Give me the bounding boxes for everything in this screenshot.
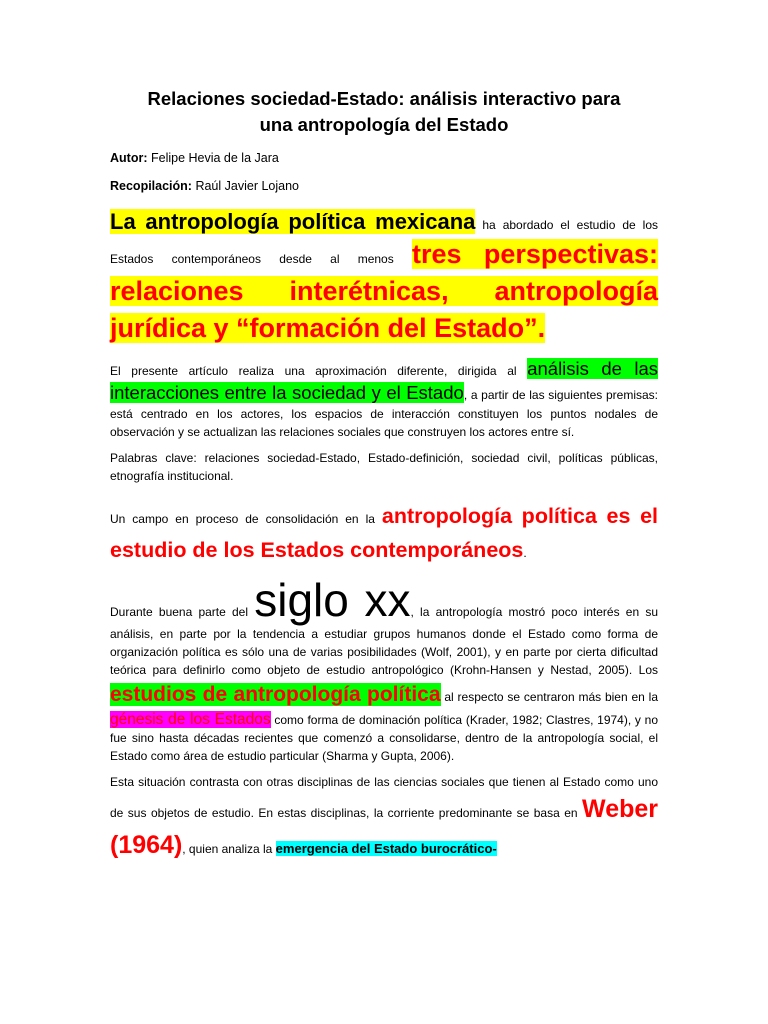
title-line-2: una antropología del Estado [259, 114, 509, 135]
paragraph-siglo-text-4: como forma de dominación política (Krader, 1982; Clastres, 1974), y no fue sino hasta décadas recientes que comenzó a consolidarse, dentro de la antropología social, el Estado como área de estudio particular (Sharma y Gupta, 2006). [110, 713, 658, 763]
paragraph-siglo-text-2: , la antropología mostró poco interés en su análisis, en parte por la tendencia a estudiar grupos humanos donde el Estado como forma de organización política es sólo una de varias posibilidades (Wolf, 2001), y en parte por cierta dificultad teórica para definirlo como objeto de estudio antropológico (Krohn-Hansen y Nestad, 2005). Los [110, 605, 659, 677]
emphasis-estados-contemporaneos: antropología política es el estudio de los Estados contemporáneos [110, 504, 658, 562]
paragraph-campo [110, 499, 658, 567]
emphasis-weber: Weber (1964) [110, 795, 658, 859]
paragraph-campo-text-1: Un campo en proceso de consolidación en la [110, 512, 382, 526]
emphasis-siglo-xx: siglo xx [254, 574, 411, 626]
author-line [110, 150, 658, 166]
compiler-line [110, 178, 658, 194]
paragraph-siglo [110, 575, 658, 765]
paragraph-abstract-text-1: El presente artículo realiza una aproximación diferente, dirigida al [110, 364, 528, 378]
paragraph-campo-text-2: . [523, 546, 527, 560]
highlight-antropologia-mexicana: La antropología política mexicana [110, 209, 476, 234]
author-value: Felipe Hevia de la Jara [150, 151, 279, 165]
compiler-value: Raúl Javier Lojano [195, 179, 299, 193]
paragraph-abstract [110, 357, 658, 441]
paragraph-weber-text-2: , quien analiza la [182, 842, 276, 856]
paragraph-intro-text: ha abordado el estudio de los Estados contemporáneos desde al menos [110, 218, 658, 266]
highlight-analisis-interacciones: análisis de las interacciones entre la sociedad y el Estado [110, 358, 658, 403]
paragraph-siglo-text-3: al respecto se centraron más bien en la [440, 690, 659, 704]
paragraph-weber [110, 773, 658, 863]
highlight-tres-perspectivas: tres perspectivas: relaciones interétnicas, antropología jurídica y “formación del Estado”. [110, 239, 658, 343]
highlight-emergencia-estado: emergencia del Estado burocrático- [275, 841, 497, 856]
highlight-estudios-antropologia: estudios de antropología política [110, 683, 441, 706]
author-label: Autor: [110, 151, 148, 165]
paragraph-siglo-text-1: Durante buena parte del [110, 605, 255, 619]
paragraph-keywords: Palabras clave: relaciones sociedad-Estado, Estado-definición, sociedad civil, políticas públicas, etnografía institucional. [110, 451, 658, 483]
paragraph-intro [110, 208, 658, 347]
compiler-label: Recopilación: [110, 179, 192, 193]
page-title [110, 86, 658, 138]
paragraph-weber-text-1: Esta situación contrasta con otras disciplinas de las ciencias sociales que tienen al Estado como uno de sus objetos de estudio. En estas disciplinas, la corriente predominante se basa en [110, 775, 658, 820]
paragraph-abstract-text-2: , a partir de las siguientes premisas: está centrado en los actores, los espacios de interacción constituyen los puntos nodales de observación y se actualizan las relaciones sociales que construyen los actores entre sí. [110, 388, 658, 439]
title-line-1: Relaciones sociedad-Estado: análisis interactivo para [147, 88, 621, 109]
highlight-genesis-estados: génesis de los Estados [110, 711, 271, 728]
document-body [110, 86, 658, 871]
